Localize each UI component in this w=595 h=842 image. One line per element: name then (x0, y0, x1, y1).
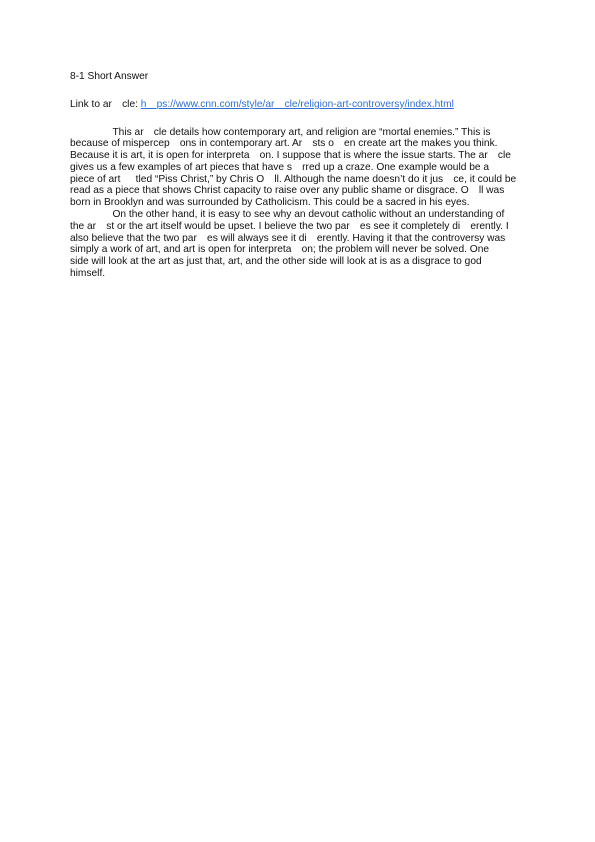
body-line: the ar st or the art itself would be upset. I believe the two par es see it completely di erently. I (70, 220, 509, 232)
body-line: On the other hand, it is easy to see why an devout catholic without an understanding of (70, 209, 505, 221)
body-line: read as a piece that shows Christ capacity to raise over any public shame or disgrace. O ll was (70, 185, 505, 197)
document-heading: 8-1 Short Answer (70, 71, 149, 82)
body-line: also believe that the two par es will always see it di erently. Having it that the controversy was (70, 232, 506, 244)
body-line: because of mispercep ons in contemporary art. Ar sts o en create art the makes you think. (70, 138, 498, 150)
body-line: This ar cle details how contemporary art, and religion are “mortal enemies.” This is (70, 126, 491, 138)
article-link-label: Link to ar cle: (70, 99, 141, 110)
body-line: piece of art tled “Piss Christ,” by Chris O ll. Although the name doesn’t do it jus ce, it could be (70, 173, 517, 185)
body-line: himself. (70, 268, 106, 280)
body-text (70, 127, 540, 280)
body-line: gives us a few examples of art pieces that have s rred up a craze. One example would be a (70, 161, 490, 173)
body-line: born in Brooklyn and was surrounded by Catholicism. This could be a sacred in his eyes. (70, 197, 470, 209)
body-line: Because it is art, it is open for interpreta on. I suppose that is where the issue starts. The ar cle (70, 150, 511, 162)
article-link-url[interactable]: h ps://www.cnn.com/style/ar cle/religion-art-controversy/index.html (140, 99, 454, 110)
body-line: side will look at the art as just that, art, and the other side will look at is as a disgrace to god (70, 256, 482, 268)
body-line: simply a work of art, and art is open for interpreta on; the problem will never be solved. One (70, 244, 490, 256)
article-link-line (70, 98, 454, 111)
